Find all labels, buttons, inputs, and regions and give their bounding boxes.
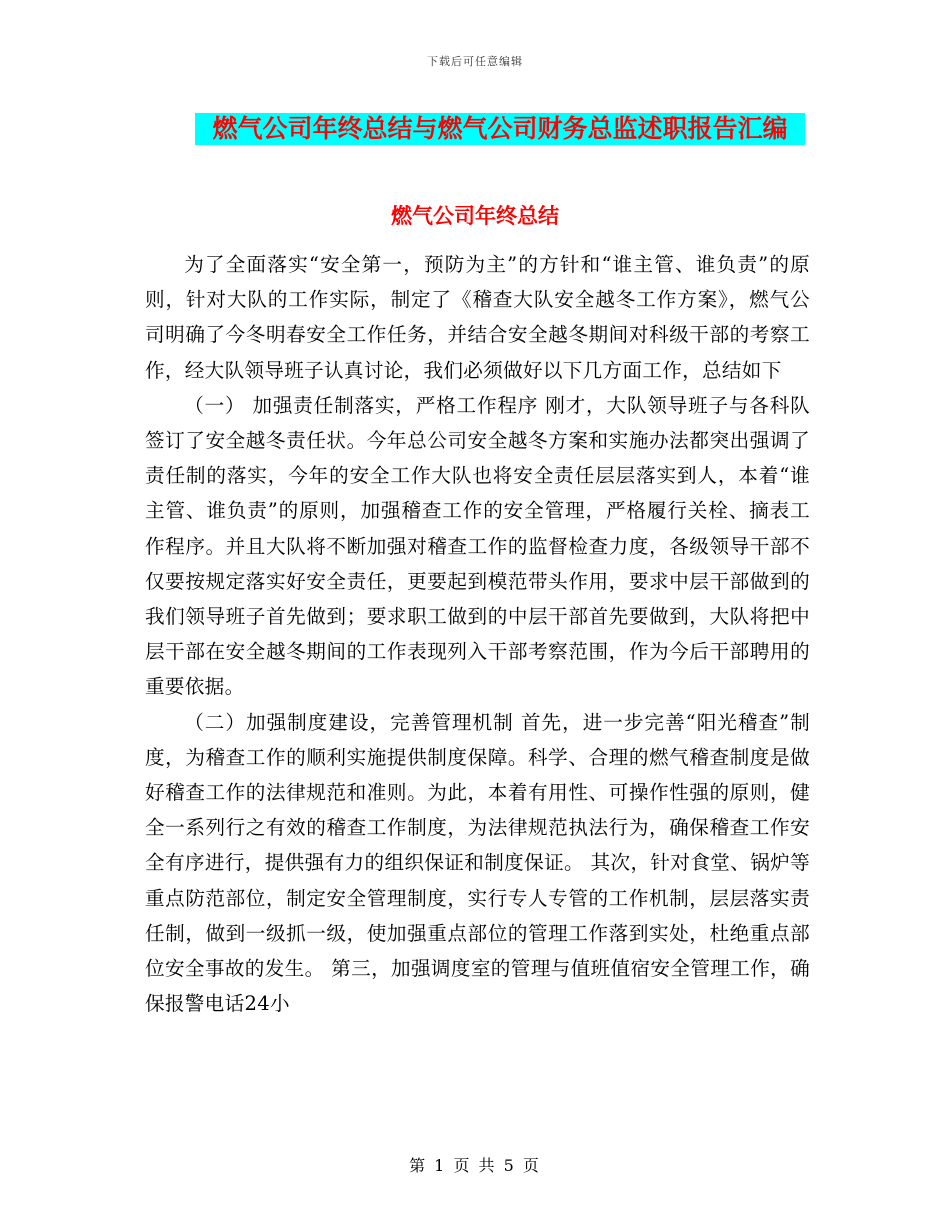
- paragraph-section-2: （二）加强制度建设，完善管理机制 首先，进一步完善“阳光稽查”制度，为稽查工作的顺利实施提供制度保障。科学、合理的燃气稽查制度是做好稽查工作的法律规范和准则。为此，本着有用性、可操作性强的原则，健全一系列行之有效的稽查工作制度，为法律规范执法行为，确保稽查工作安全有序进行，提供强有力的组织保证和制度保证。 其次，针对食堂、锅炉等重点防范部位，制定安全管理制度，实行专人专管的工作机制，层层落实责任制，做到一级抓一级，使加强重点部位的管理工作落到实处，杜绝重点部位安全事故的发生。 第三，加强调度室的管理与值班值宿安全管理工作，确保报警电话24小: [145, 710, 810, 1016]
- page-number-footer: 第 1 页 共 5 页: [409, 1156, 541, 1175]
- paragraph-intro: 为了全面落实“安全第一，预防为主”的方针和“谁主管、谁负责”的原则，针对大队的工作实际，制定了《稽查大队安全越冬工作方案》，燃气公司明确了今冬明春安全工作任务，并结合安全越冬期间对科级干部的考察工作，经大队领导班子认真讨论，我们必须做好以下几方面工作，总结如下: [145, 253, 810, 382]
- document-body: [145, 247, 810, 1021]
- paragraph-section-1: （一） 加强责任制落实，严格工作程序 刚才，大队领导班子与各科队签订了安全越冬责任状。今年总公司安全越冬方案和实施办法都突出强调了责任制的落实，今年的安全工作大队也将安全责任层层落实到人，本着“谁主管、谁负责”的原则，加强稽查工作的安全管理，严格履行关栓、摘表工作程序。并且大队将不断加强对稽查工作的监督检查力度，各级领导干部不仅要按规定落实好安全责任，更要起到模范带头作用，要求中层干部做到的我们领导班子首先做到；要求职工做到的中层干部首先要做到，大队将把中层干部在安全越冬期间的工作表现列入干部考察范围，作为今后干部聘用的重要依据。: [145, 393, 810, 699]
- header-note: 下载后可任意编辑: [427, 55, 523, 68]
- document-main-title: [195, 113, 805, 145]
- section-title: 燃气公司年终总结: [391, 204, 559, 228]
- main-title-text: 燃气公司年终总结与燃气公司财务总监述职报告汇编: [212, 114, 788, 143]
